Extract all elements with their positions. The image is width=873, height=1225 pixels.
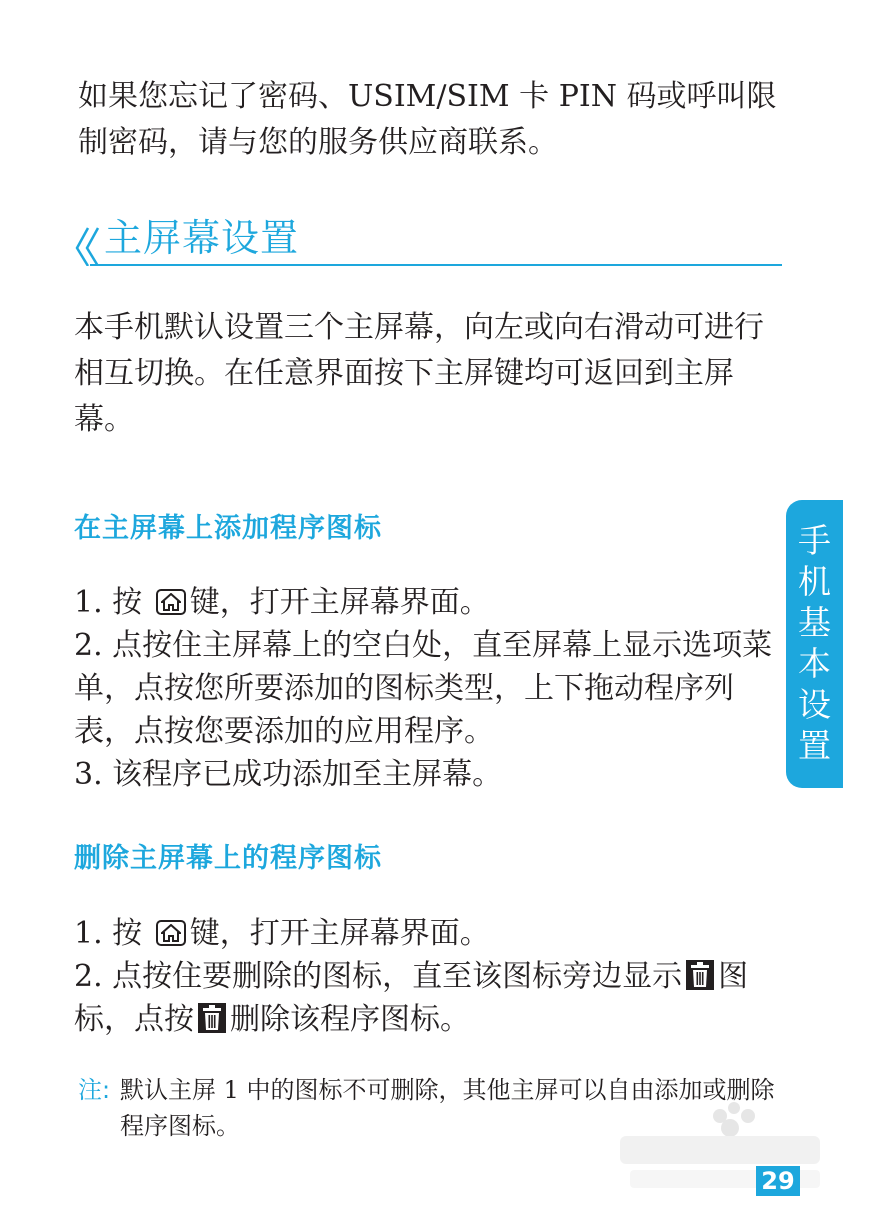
note-label: 注:: [78, 1076, 111, 1104]
home-key-icon: [156, 589, 186, 615]
section-divider: [90, 264, 782, 266]
delete-step-1: 1. 按 键，打开主屏幕界面。: [74, 916, 490, 951]
add-step-2: 2. 点按住主屏幕上的空白处，直至屏幕上显示选项菜单，点按您所要添加的图标类型，上下拖动程序列表，点按您要添加的应用程序。: [74, 628, 773, 749]
page-number: 29: [756, 1166, 800, 1196]
chapter-side-tab: [786, 500, 843, 788]
add-step-3: 3. 该程序已成功添加至主屏幕。: [74, 757, 503, 792]
add-icons-steps: [74, 581, 786, 796]
chapter-side-tab-label: 手机基本设置: [798, 521, 831, 765]
section-title: 主屏幕设置: [104, 216, 300, 260]
chevron-left-double-icon: [74, 226, 104, 266]
home-key-icon: [156, 920, 186, 946]
section-description: 本手机默认设置三个主屏幕，向左或向右滑动可进行相互切换。在任意界面按下主屏键均可返回到主屏幕。: [74, 310, 764, 437]
trash-icon: [198, 1003, 226, 1033]
subheading-delete-icons: 删除主屏幕上的程序图标: [74, 843, 382, 874]
delete-step-2: 2. 点按住要删除的图标，直至该图标旁边显示 图标，点按 删除该程序图标。: [74, 959, 749, 1037]
trash-icon: [686, 960, 714, 990]
add-step-1: 1. 按 键，打开主屏幕界面。: [74, 585, 490, 620]
delete-icons-steps: [74, 912, 786, 1041]
note-text: 默认主屏 1 中的图标不可删除，其他主屏可以自由添加或删除程序图标。: [120, 1076, 775, 1140]
section-header: [74, 212, 782, 268]
subheading-add-icons: 在主屏幕上添加程序图标: [74, 513, 382, 544]
intro-paragraph: 如果您忘记了密码、USIM/SIM 卡 PIN 码或呼叫限制密码，请与您的服务供应商联系。: [78, 79, 777, 160]
